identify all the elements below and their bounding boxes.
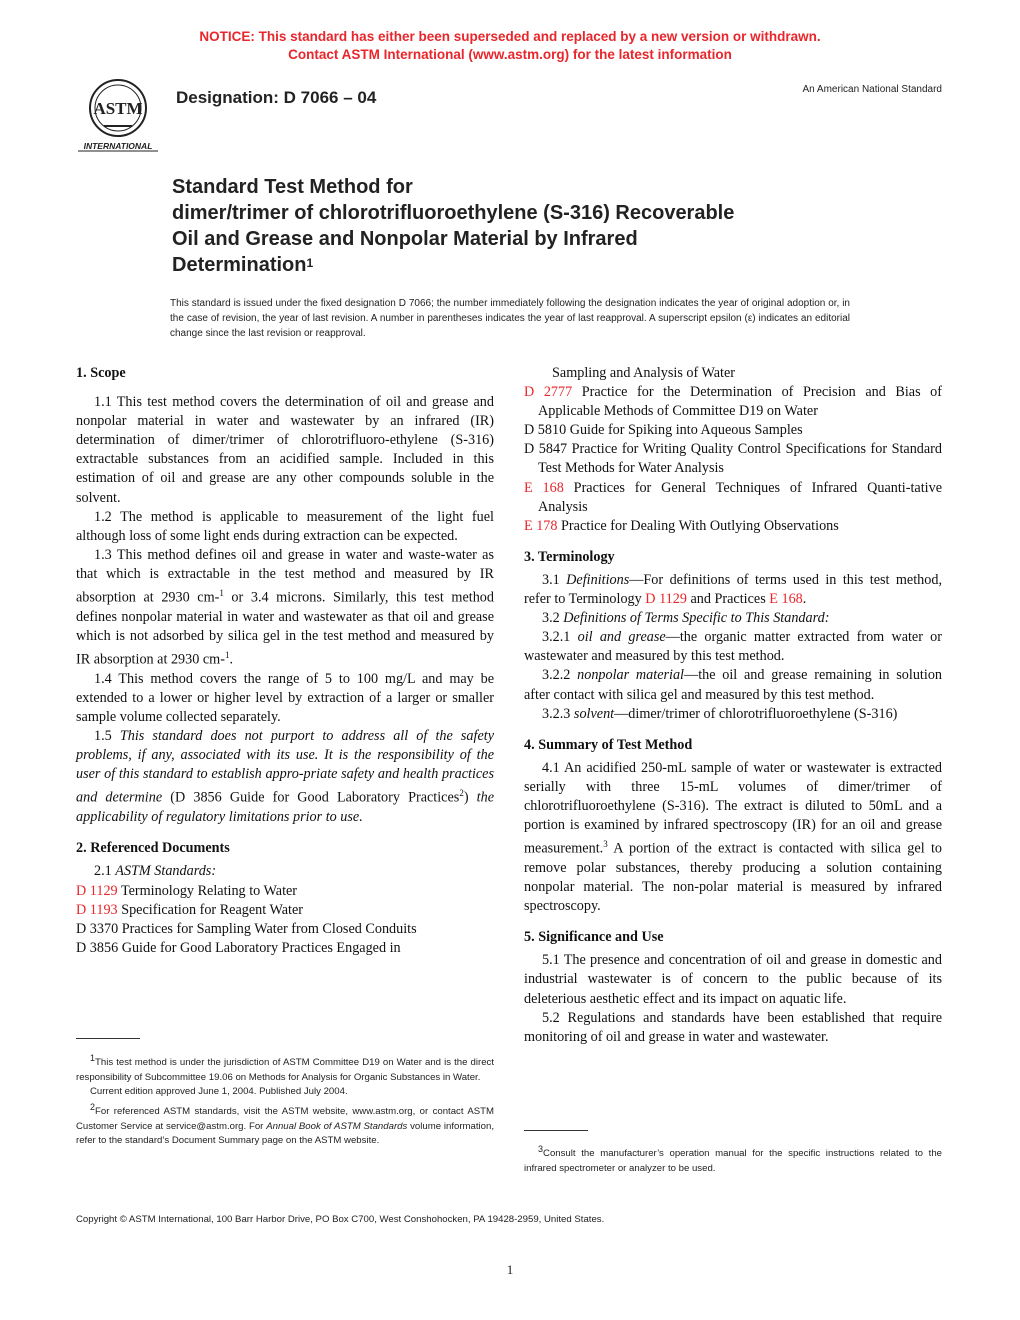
significance-5-2: 5.2 Regulations and standards have been established that require monitoring of oil and grease in water and wastewater. — [524, 1009, 942, 1045]
document-title — [172, 174, 892, 278]
footnote-2: $^2$For referenced ASTM standards, visit the ASTM website, www.astm.org, or contact ASTM Customer Service at service@astm.org. For Annual Book of ASTM Standards volume information, refer to the standard’s Document Summary page on the ASTM website. — [76, 1101, 494, 1147]
referenced-heading: 2. Referenced Documents — [76, 840, 230, 857]
ref-d2777[interactable]: D 2777 Practice for the Determination of Precision and Bias of Applicable Methods of Committee D19 on Water — [524, 384, 943, 420]
ref-d1193[interactable]: D 1193 Specification for Reagent Water — [76, 901, 303, 918]
ref-d5847: D 5847 Practice for Writing Quality Control Specifications for Standard Test Methods for Water Analysis — [524, 441, 942, 477]
designation: Designation: D 7066 – 04 — [176, 88, 377, 107]
summary-heading: 4. Summary of Test Method — [524, 736, 693, 753]
title-line-2: dimer/trimer of chlorotrifluoroethylene (S-316) Recoverable — [172, 202, 735, 224]
terminology-3-1: 3.1 Definitions—For definitions of terms used in this test method, refer to Terminology D 1129 and Practices E 168. — [524, 571, 942, 608]
ref-d3370: D 3370 Practices for Sampling Water from Closed Conduits — [76, 920, 417, 937]
ref-d5810: D 5810 Guide for Spiking into Aqueous Samples — [524, 422, 803, 439]
notice-line-2: Contact ASTM International (www.astm.org) for the latest information — [288, 47, 732, 62]
significance-5-1: 5.1 The presence and concentration of oil and grease in domestic and industrial wastewater is of concern to the public because of its deleterious aesthetic effect and its impact on aquatic life. — [524, 952, 942, 1007]
right-column — [524, 364, 942, 1047]
notice-line-1: NOTICE: This standard has either been superseded and replaced by a new version or withdrawn. — [199, 29, 821, 44]
scope-heading: 1. Scope — [76, 365, 126, 381]
scope-1-3: 1.3 This method defines oil and grease in water and waste-water as that which is extractable in the test method and measured by IR absorption at 2930 cm-$^1$ or 3.4 microns. Similarly, this test method defines nonpolar material in water and wastewater as that oil and grease which is not adsorbed by silica gel in the test method and measured by IR absorption at 2930 cm-$^1$. — [76, 546, 494, 668]
american-national-standard: An American National Standard — [802, 84, 942, 95]
logo-subtext: INTERNATIONAL — [83, 141, 153, 151]
link-e168[interactable]: E 168 — [769, 591, 803, 608]
footnote-rule-left — [76, 1038, 140, 1039]
terminology-heading: 3. Terminology — [524, 548, 615, 565]
ref-d3856-continuation: Sampling and Analysis of Water — [552, 365, 736, 381]
logo-text: ASTM — [93, 99, 143, 118]
footnote-rule-right — [524, 1130, 588, 1131]
title-footnote-marker: 1 — [306, 256, 314, 270]
scope-1-1: 1.1 This test method covers the determination of oil and grease and nonpolar material in water and wastewater by an infrared (IR) determination of dimer/trimer of chlorotrifluoro-ethylene (S-316) extractable substances from an acidified sample. Included in this estimation of oil and grease are any other compounds soluble in the solvent. — [76, 394, 494, 506]
astm-logo-icon — [74, 76, 162, 152]
left-column — [76, 364, 494, 958]
footnote-3: $^3$Consult the manufacturer’s operation manual for the specific instructions related to the infrared spectrometer or analyzer to be used. — [524, 1144, 942, 1174]
link-d1129[interactable]: D 1129 — [645, 591, 687, 608]
ref-e168[interactable]: E 168 Practices for General Techniques of Infrared Quanti-tative Analysis — [524, 479, 942, 515]
page-number: 1 — [506, 1262, 514, 1277]
ref-d3856: D 3856 Guide for Good Laboratory Practices Engaged in — [76, 939, 401, 956]
ref-d1129[interactable]: D 1129 Terminology Relating to Water — [76, 882, 298, 899]
ref-e178[interactable]: E 178 Practice for Dealing With Outlying Observations — [524, 517, 839, 534]
title-line-4: Determination — [172, 254, 307, 276]
terminology-3-2: 3.2 Definitions of Terms Specific to This Standard: — [542, 610, 830, 627]
title-line-1: Standard Test Method for — [172, 176, 413, 198]
footnotes-right — [524, 1142, 942, 1176]
scope-1-2: 1.2 The method is applicable to measurement of the light fuel although loss of some light ends during extraction can be expected. — [76, 508, 494, 544]
title-line-3: Oil and Grease and Nonpolar Material by Infrared — [172, 228, 638, 250]
footnotes-left — [76, 1051, 494, 1149]
terminology-3-2-2: 3.2.2 nonpolar material—the oil and grease remaining in solution after contact with silica gel and measured by this test method. — [524, 667, 943, 703]
withdrawal-notice — [0, 28, 1020, 64]
summary-4-1: 4.1 An acidified 250-mL sample of water or wastewater is extracted serially with three 15-mL volumes of dimer/trimer of chlorotrifluoroethylene (S-316). The extract is diluted to 50mL and a portion is examined by infrared spectroscopy (IR) for an oil and grease measurement.$^3$ A portion of the extract is contacted with silica gel to remove polar substances, thereby producing a solution containing nonpolar material. The non-polar material is measured by infrared spectroscopy. — [524, 759, 942, 915]
footnote-1-edition: Current edition approved June 1, 2004. Published July 2004. — [90, 1086, 348, 1098]
copyright: Copyright © ASTM International, 100 Barr Harbor Drive, PO Box C700, West Conshohocken, PA 19428-2959, United States. — [76, 1214, 605, 1225]
issuance-statement: This standard is issued under the fixed designation D 7066; the number immediately following the designation indicates the year of original adoption or, in the case of revision, the year of last revision. A number in parentheses indicates the year of last reapproval. A superscript epsilon (ε) indicates an editorial change since the last revision or reapproval. — [170, 298, 850, 339]
scope-1-5: 1.5 This standard does not purport to address all of the safety problems, if any, associated with its use. It is the responsibility of the user of this standard to establish appro-priate safety and health practices and determine (D 3856 Guide for Good Laboratory Practices$^2$) the applicability of regulatory limitations prior to use. — [76, 728, 494, 826]
significance-heading: 5. Significance and Use — [524, 929, 664, 946]
scope-1-4: 1.4 This method covers the range of 5 to 100 mg/L and may be extended to a lower or higher level by extraction of a larger or smaller sample volume collected separately. — [76, 670, 494, 726]
referenced-2-1: 2.1 ASTM Standards: — [94, 863, 217, 880]
footnote-1: $^1$This test method is under the jurisdiction of ASTM Committee D19 on Water and is the direct responsibility of Subcommittee 19.06 on Methods for Analysis for Organic Substances in Water. — [76, 1053, 494, 1083]
terminology-3-2-1: 3.2.1 oil and grease—the organic matter extracted from water or wastewater and measured by this test method. — [524, 629, 943, 665]
terminology-3-2-3: 3.2.3 solvent—dimer/trimer of chlorotrifluoroethylene (S-316) — [542, 705, 898, 722]
